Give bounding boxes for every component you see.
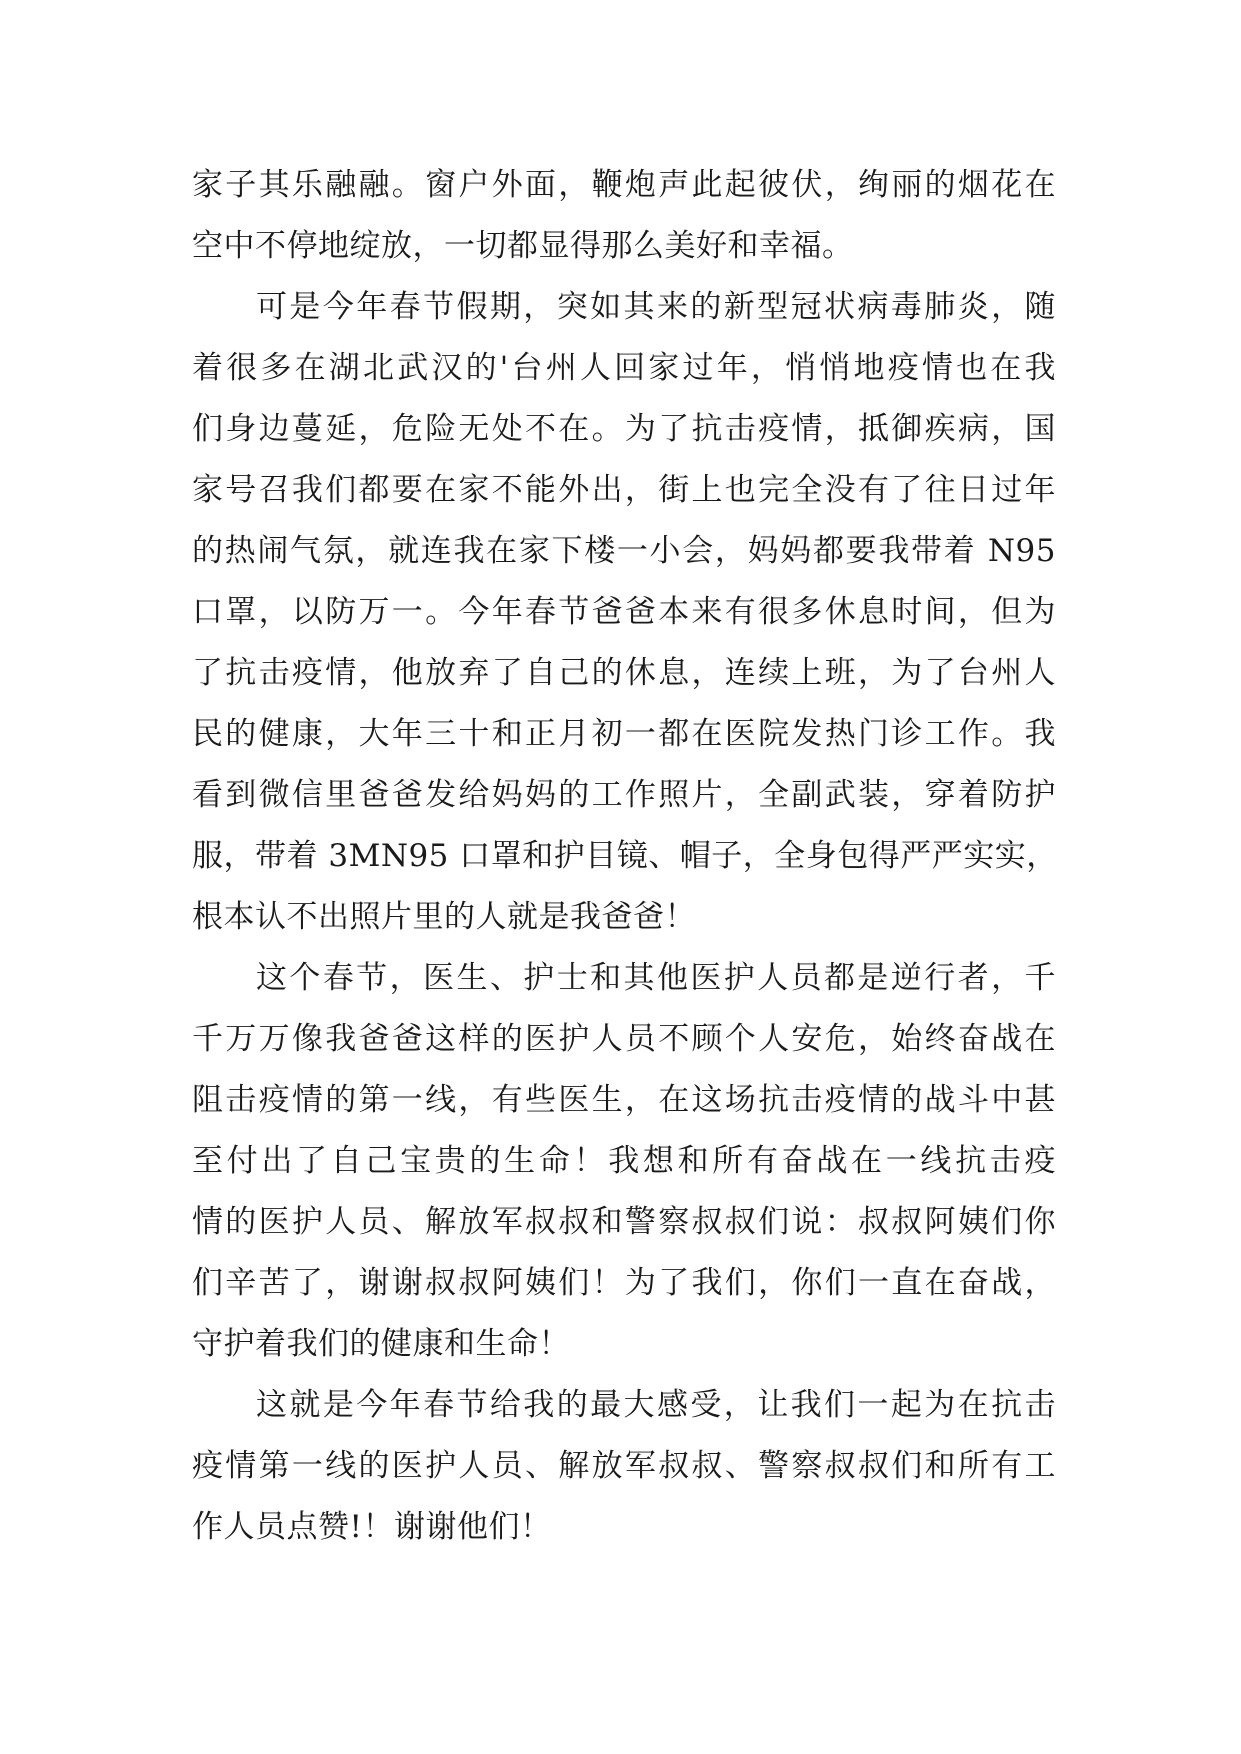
text-line: 守护着我们的健康和生命！	[192, 1326, 570, 1362]
text-line: 们辛苦了，谢谢叔叔阿姨们！为了我们，你们一直在奋战，	[192, 1265, 1056, 1301]
text-line: 着很多在湖北武汉的'台州人回家过年，悄悄地疫情也在我	[192, 350, 1056, 386]
text-line: 阻击疫情的第一线，有些医生，在这场抗击疫情的战斗中甚	[192, 1082, 1056, 1118]
text-line: 这就是今年春节给我的最大感受，让我们一起为在抗击	[256, 1387, 1056, 1423]
text-line: 口罩，以防万一。今年春节爸爸本来有很多休息时间，但为	[192, 594, 1056, 630]
document-body	[192, 155, 1056, 1558]
text-line: 们身边蔓延，危险无处不在。为了抗击疫情，抵御疾病，国	[192, 411, 1056, 447]
text-line: 家子其乐融融。窗户外面，鞭炮声此起彼伏，绚丽的烟花在	[192, 167, 1056, 203]
text-line: 疫情第一线的医护人员、解放军叔叔、警察叔叔们和所有工	[192, 1448, 1056, 1484]
text-line: 情的医护人员、解放军叔叔和警察叔叔们说：叔叔阿姨们你	[192, 1204, 1056, 1240]
text-line: 了抗击疫情，他放弃了自己的休息，连续上班，为了台州人	[192, 655, 1056, 691]
text-line: 服，带着 3MN95 口罩和护目镜、帽子，全身包得严严实实，	[192, 838, 1058, 874]
text-line: 看到微信里爸爸发给妈妈的工作照片，全副武装，穿着防护	[192, 777, 1056, 813]
text-line: 千万万像我爸爸这样的医护人员不顾个人安危，始终奋战在	[192, 1021, 1056, 1057]
text-line: 这个春节，医生、护士和其他医护人员都是逆行者，千	[256, 960, 1056, 996]
text-line: 可是今年春节假期，突如其来的新型冠状病毒肺炎，随	[256, 289, 1056, 325]
text-line: 的热闹气氛，就连我在家下楼一小会，妈妈都要我带着 N95	[192, 533, 1056, 569]
text-line: 家号召我们都要在家不能外出，街上也完全没有了往日过年	[192, 472, 1056, 508]
text-line: 根本认不出照片里的人就是我爸爸！	[192, 899, 696, 935]
text-line: 空中不停地绽放，一切都显得那么美好和幸福。	[192, 228, 854, 264]
text-line: 至付出了自己宝贵的生命！我想和所有奋战在一线抗击疫	[192, 1143, 1056, 1179]
text-line: 民的健康，大年三十和正月初一都在医院发热门诊工作。我	[192, 716, 1056, 752]
text-line: 作人员点赞!！谢谢他们！	[192, 1509, 552, 1545]
